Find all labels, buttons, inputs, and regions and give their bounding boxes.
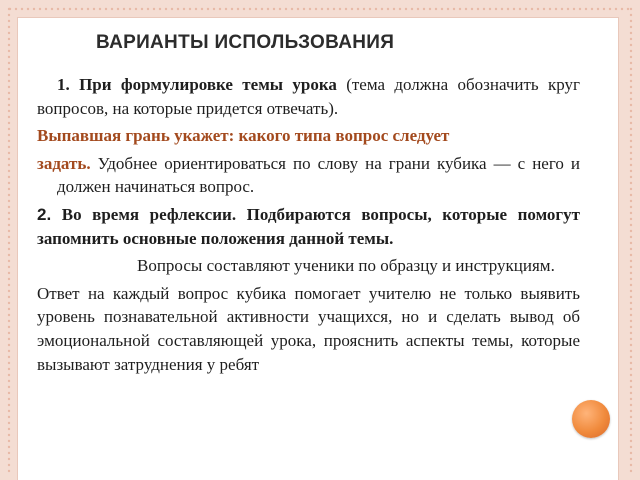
slide-title: ВАРИАНТЫ ИСПОЛЬЗОВАНИЯ — [96, 32, 395, 53]
paragraph-1-rest: (тема должна обозначить круг вопросов, на которые придется отвечать). — [37, 75, 580, 118]
orange-circle-decoration — [572, 400, 610, 438]
paragraph-2 — [37, 124, 580, 148]
paragraph-3-accent: задать. — [37, 153, 91, 173]
paragraph-5: Вопросы составляют ученики по образцу и инструкциям. — [137, 256, 555, 276]
paragraph-4 — [37, 203, 580, 250]
paragraph-1-bold: 1. При формулировке темы урока — [57, 75, 337, 94]
paragraph-4-number: 2. — [37, 204, 52, 224]
slide-body — [37, 73, 580, 380]
paragraph-4-bold: Во время рефлексии. Подбираются вопросы, которые помогут запомнить основные положения данной темы. — [37, 204, 580, 248]
paragraph-2-accent: Выпавшая грань укажет: какого типа вопрос следует — [37, 126, 450, 146]
paragraph-6: Ответ на каждый вопрос кубика помогает учителю не только выявить уровень познавательной активности учащихся, но и сделать вывод об эмоциональной составляющей урока, прояснить аспекты темы, которые вызывают затруднения у ребят — [37, 283, 580, 374]
paragraph-3-rest: Удобнее ориентироваться по слову на грани кубика — с него и должен начинаться вопрос. — [57, 153, 580, 197]
paragraph-1 — [37, 73, 580, 120]
paragraph-3 — [37, 152, 580, 199]
